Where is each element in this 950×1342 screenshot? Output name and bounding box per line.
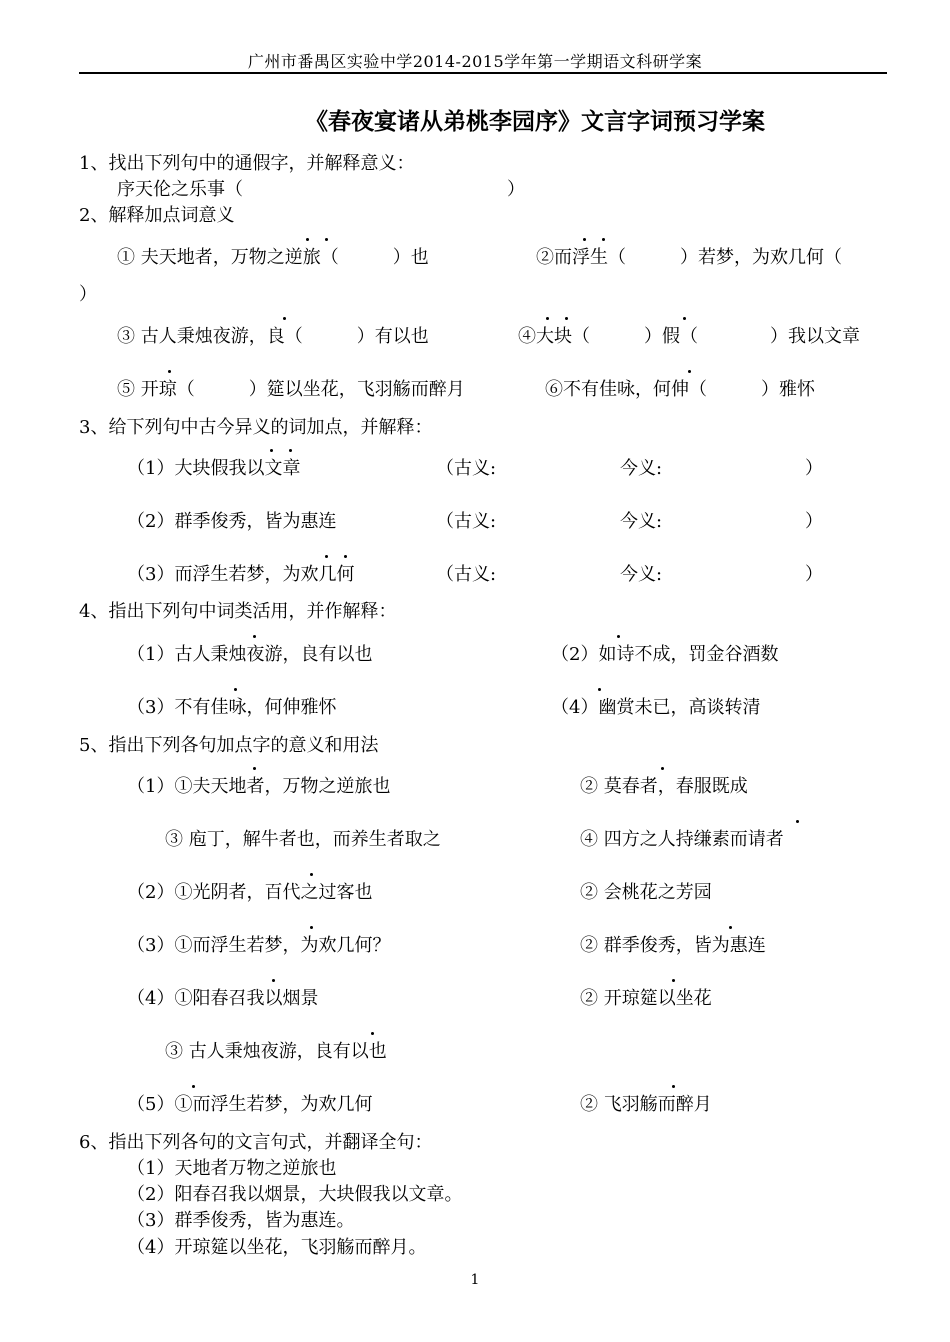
emphasis-dot xyxy=(270,449,273,452)
q5-2-1: （2）①光阴者，百代之过客也 xyxy=(127,882,373,903)
q2-item-6: ⑥不有佳咏，何伸（ ）雅怀 xyxy=(545,379,815,400)
emphasis-dot xyxy=(310,926,313,929)
q4-item-2: （2）如诗不成，罚金谷酒数 xyxy=(551,644,779,665)
q4-item-3: （3）不有佳咏，何伸雅怀 xyxy=(127,697,337,718)
document-title: 《春夜宴诸从弟桃李园序》文言字词预习学案 xyxy=(305,108,765,135)
emphasis-dot xyxy=(672,1085,675,1088)
q5-3-1: （3）①而浮生若梦，为欢几何？ xyxy=(127,935,391,956)
q3-new-meaning-3: 今义: xyxy=(620,564,663,585)
q3-item-1: （1）大块假我以文章 xyxy=(127,458,301,479)
emphasis-dot xyxy=(688,370,691,373)
q6-prompt: 6、指出下列各句的文言句式，并翻译全句： xyxy=(79,1132,433,1153)
q5-4-1: （4）①阳春召我以烟景 xyxy=(127,988,319,1009)
q5-1-3: ③ 庖丁，解牛者也，而养生者取之 xyxy=(165,829,441,850)
emphasis-dot xyxy=(661,767,664,770)
q2-item-1: ① 夫天地者，万物之逆旅（ ）也 xyxy=(117,247,429,268)
emphasis-dot xyxy=(325,555,328,558)
emphasis-dot xyxy=(371,1032,374,1035)
emphasis-dot xyxy=(283,317,286,320)
q3-close-2: ） xyxy=(805,511,823,532)
q3-new-meaning-2: 今义: xyxy=(620,511,663,532)
emphasis-dot xyxy=(598,688,601,691)
q6-item-2: （2）阳春召我以烟景，大块假我以文章。 xyxy=(127,1184,463,1205)
emphasis-dot xyxy=(192,1085,195,1088)
q5-1-2: ② 莫春者，春服既成 xyxy=(580,776,748,797)
emphasis-dot xyxy=(253,635,256,638)
q5-3-2: ② 群季俊秀，皆为惠连 xyxy=(580,935,766,956)
q6-item-4: （4）开琼筵以坐花，飞羽觞而醉月。 xyxy=(127,1237,427,1258)
q2-item-4: ④大块（ ）假（ ）我以文章 xyxy=(518,326,860,347)
emphasis-dot xyxy=(565,317,568,320)
emphasis-dot xyxy=(583,238,586,241)
emphasis-dot xyxy=(168,370,171,373)
q4-prompt: 4、指出下列句中词类活用，并作解释： xyxy=(79,601,397,622)
q1-prompt: 1、找出下列句中的通假字，并解释意义： xyxy=(79,153,415,174)
emphasis-dot xyxy=(344,555,347,558)
header-rule xyxy=(79,72,887,74)
q2-prompt: 2、解释加点词意义 xyxy=(79,205,235,226)
q6-item-1: （1）天地者万物之逆旅也 xyxy=(127,1158,337,1179)
q5-5-2: ② 飞羽觞而醉月 xyxy=(580,1094,712,1115)
q5-prompt: 5、指出下列各句加点字的意义和用法 xyxy=(79,735,379,756)
q6-item-3: （3）群季俊秀，皆为惠连。 xyxy=(127,1210,355,1231)
q4-item-1: （1）古人秉烛夜游，良有以也 xyxy=(127,644,373,665)
emphasis-dot xyxy=(796,820,799,823)
emphasis-dot xyxy=(683,317,686,320)
q1-line: 序天伦之乐事（ xyxy=(117,179,243,200)
q5-2-2: ② 会桃花之芳园 xyxy=(580,882,712,903)
q3-new-meaning-1: 今义: xyxy=(620,458,663,479)
emphasis-dot xyxy=(325,238,328,241)
q4-item-4: （4）幽赏未已，高谈转清 xyxy=(551,697,761,718)
emphasis-dot xyxy=(729,926,732,929)
q5-1-4: ④ 四方之人持缣素而请者 xyxy=(580,829,784,850)
emphasis-dot xyxy=(306,238,309,241)
q3-old-meaning-1: （古义: xyxy=(436,458,497,479)
q3-old-meaning-2: （古义: xyxy=(436,511,497,532)
q3-close-3: ） xyxy=(805,564,823,585)
q3-item-3: （3）而浮生若梦，为欢几何 xyxy=(127,564,355,585)
emphasis-dot xyxy=(289,449,292,452)
emphasis-dot xyxy=(617,635,620,638)
q2-item-3: ③ 古人秉烛夜游，良（ ）有以也 xyxy=(117,326,429,347)
q5-5-1: （5）①而浮生若梦，为欢几何 xyxy=(127,1094,373,1115)
emphasis-dot xyxy=(672,979,675,982)
emphasis-dot xyxy=(546,317,549,320)
q3-close-1: ） xyxy=(805,458,823,479)
q3-item-2: （2）群季俊秀，皆为惠连 xyxy=(127,511,337,532)
q2-item-5: ⑤ 开琼（ ）筵以坐花，飞羽觞而醉月 xyxy=(117,379,465,400)
page-header: 广州市番禺区实验中学2014-2015学年第一学期语文科研学案 xyxy=(247,52,703,71)
q5-4-3: ③ 古人秉烛夜游，良有以也 xyxy=(165,1041,387,1062)
q3-prompt: 3、给下列句中古今异义的词加点，并解释： xyxy=(79,417,433,438)
q2-item-2: ②而浮生（ ）若梦，为欢几何（ xyxy=(536,247,842,268)
emphasis-dot xyxy=(602,238,605,241)
emphasis-dot xyxy=(234,688,237,691)
q3-old-meaning-3: （古义: xyxy=(436,564,497,585)
q1-close: ） xyxy=(507,179,525,200)
q5-1-1: （1）①夫天地者，万物之逆旅也 xyxy=(127,776,391,797)
emphasis-dot xyxy=(272,979,275,982)
q2-item-2-close: ） xyxy=(79,284,97,305)
emphasis-dot xyxy=(253,767,256,770)
emphasis-dot xyxy=(310,873,313,876)
q5-4-2: ② 开琼筵以坐花 xyxy=(580,988,712,1009)
page-number: 1 xyxy=(470,1272,480,1288)
